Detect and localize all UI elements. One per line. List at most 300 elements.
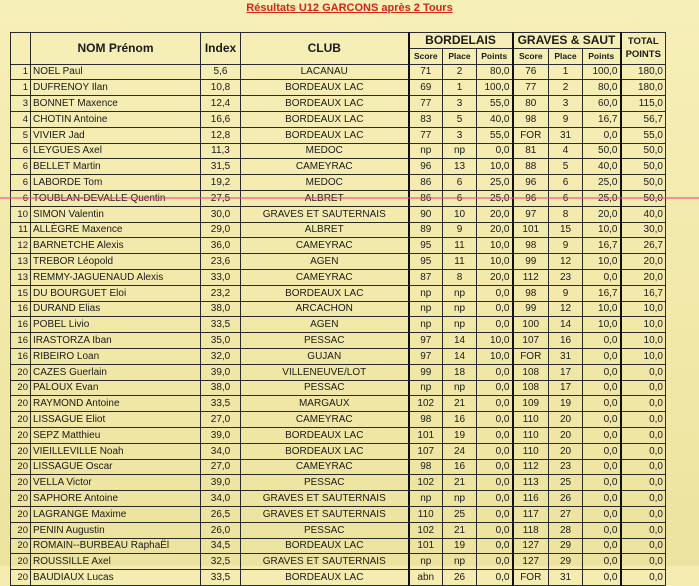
total-points: 0,0 xyxy=(621,570,666,586)
bordelais-points: 10,0 xyxy=(477,333,513,349)
player-name: VELLA Victor xyxy=(31,475,201,491)
club-cell: LACANAU xyxy=(241,64,409,80)
rank-cell: 20 xyxy=(11,427,31,443)
graves-points: 10,0 xyxy=(583,301,621,317)
bordelais-score: 97 xyxy=(409,348,443,364)
bordelais-points: 0,0 xyxy=(477,427,513,443)
bordelais-place: 14 xyxy=(443,348,477,364)
graves-score: 112 xyxy=(513,269,549,285)
graves-score: FOR xyxy=(513,127,549,143)
index-cell: 33,5 xyxy=(201,396,241,412)
index-cell: 23,2 xyxy=(201,285,241,301)
index-cell: 32,5 xyxy=(201,554,241,570)
index-cell: 11,3 xyxy=(201,143,241,159)
club-cell: PESSAC xyxy=(241,522,409,538)
graves-score: 118 xyxy=(513,522,549,538)
bordelais-score: np xyxy=(409,317,443,333)
graves-place: 23 xyxy=(549,269,583,285)
table-row xyxy=(11,459,666,475)
player-name: LISSAGUE Eliot xyxy=(31,412,201,428)
index-cell: 39,0 xyxy=(201,364,241,380)
graves-points: 16,7 xyxy=(583,238,621,254)
total-points: 20,0 xyxy=(621,254,666,270)
bordelais-points: 0,0 xyxy=(477,475,513,491)
club-cell: GRAVES ET SAUTERNAIS xyxy=(241,554,409,570)
bordelais-points: 0,0 xyxy=(477,396,513,412)
club-cell: CAMEYRAC xyxy=(241,459,409,475)
graves-place: 17 xyxy=(549,380,583,396)
bordelais-place: 10 xyxy=(443,206,477,222)
graves-score: 108 xyxy=(513,380,549,396)
player-name: LAGRANGE Maxime xyxy=(31,506,201,522)
bordelais-score: 101 xyxy=(409,538,443,554)
graves-place: 2 xyxy=(549,80,583,96)
graves-points: 0,0 xyxy=(583,427,621,443)
bordelais-score: 97 xyxy=(409,333,443,349)
graves-score: 77 xyxy=(513,80,549,96)
rank-cell: 16 xyxy=(11,333,31,349)
graves-place: 26 xyxy=(549,491,583,507)
graves-points: 0,0 xyxy=(583,491,621,507)
club-cell: BORDEAUX LAC xyxy=(241,538,409,554)
graves-score: 96 xyxy=(513,175,549,191)
bordelais-score: 101 xyxy=(409,427,443,443)
graves-place: 23 xyxy=(549,459,583,475)
bordelais-score: 102 xyxy=(409,522,443,538)
club-cell: ARCACHON xyxy=(241,301,409,317)
bordelais-score: 110 xyxy=(409,506,443,522)
index-cell: 34,0 xyxy=(201,491,241,507)
bordelais-score: 86 xyxy=(409,175,443,191)
rank-cell: 12 xyxy=(11,238,31,254)
player-name: DU BOURGUET Eloi xyxy=(31,285,201,301)
bordelais-place: 3 xyxy=(443,96,477,112)
club-cell: BORDEAUX LAC xyxy=(241,111,409,127)
page-title: Résultats U12 GARCONS après 2 Tours xyxy=(246,2,453,14)
table-row xyxy=(11,64,666,80)
graves-place: 14 xyxy=(549,317,583,333)
graves-points: 0,0 xyxy=(583,522,621,538)
graves-score: 100 xyxy=(513,317,549,333)
bordelais-score: np xyxy=(409,554,443,570)
club-cell: AGEN xyxy=(241,254,409,270)
bordelais-place: np xyxy=(443,491,477,507)
club-cell: CAMEYRAC xyxy=(241,159,409,175)
player-name: SIMON Valentin xyxy=(31,206,201,222)
graves-score: 107 xyxy=(513,333,549,349)
index-cell: 26,0 xyxy=(201,522,241,538)
graves-place: 12 xyxy=(549,254,583,270)
index-cell: 35,0 xyxy=(201,333,241,349)
bordelais-points: 40,0 xyxy=(477,111,513,127)
bordelais-place: np xyxy=(443,301,477,317)
graves-score: 98 xyxy=(513,285,549,301)
bordelais-place: 1 xyxy=(443,80,477,96)
graves-score: 127 xyxy=(513,554,549,570)
graves-place: 31 xyxy=(549,570,583,586)
graves-place: 1 xyxy=(549,64,583,80)
club-cell: ALBRET xyxy=(241,222,409,238)
graves-place: 20 xyxy=(549,412,583,428)
graves-score: 80 xyxy=(513,96,549,112)
table-row xyxy=(11,175,666,191)
bordelais-score: 95 xyxy=(409,238,443,254)
rank-cell: 20 xyxy=(11,570,31,586)
graves-score: 99 xyxy=(513,301,549,317)
bordelais-score: 87 xyxy=(409,269,443,285)
rank-cell: 16 xyxy=(11,301,31,317)
player-name: LEYGUES Axel xyxy=(31,143,201,159)
graves-score: 76 xyxy=(513,64,549,80)
player-name: TREBOR Léopold xyxy=(31,254,201,270)
graves-points: 0,0 xyxy=(583,269,621,285)
club-cell: PESSAC xyxy=(241,475,409,491)
rank-cell: 16 xyxy=(11,317,31,333)
rank-cell: 6 xyxy=(11,159,31,175)
player-name: BAUDIAUX Lucas xyxy=(31,570,201,586)
index-cell: 31,5 xyxy=(201,159,241,175)
total-points: 0,0 xyxy=(621,522,666,538)
score-header-2: Score xyxy=(513,48,549,64)
club-cell: BORDEAUX LAC xyxy=(241,96,409,112)
bordelais-score: np xyxy=(409,301,443,317)
bordelais-place: np xyxy=(443,317,477,333)
total-points: 10,0 xyxy=(621,317,666,333)
rank-cell: 20 xyxy=(11,396,31,412)
graves-score: 98 xyxy=(513,238,549,254)
index-cell: 38,0 xyxy=(201,380,241,396)
rank-cell: 20 xyxy=(11,459,31,475)
bordelais-points: 100,0 xyxy=(477,80,513,96)
table-row xyxy=(11,443,666,459)
bordelais-place: 8 xyxy=(443,269,477,285)
rank-cell: 10 xyxy=(11,206,31,222)
graves-points: 50,0 xyxy=(583,143,621,159)
bordelais-score: 83 xyxy=(409,111,443,127)
graves-points: 10,0 xyxy=(583,222,621,238)
bordelais-place: 14 xyxy=(443,333,477,349)
player-name: DUFRENOY Ilan xyxy=(31,80,201,96)
player-name: IRASTORZA Iban xyxy=(31,333,201,349)
graves-place: 20 xyxy=(549,443,583,459)
graves-score: 127 xyxy=(513,538,549,554)
index-cell: 34,5 xyxy=(201,538,241,554)
club-cell: BORDEAUX LAC xyxy=(241,427,409,443)
bordelais-place: 19 xyxy=(443,427,477,443)
total-points: 0,0 xyxy=(621,443,666,459)
graves-place: 5 xyxy=(549,159,583,175)
graves-score: 81 xyxy=(513,143,549,159)
table-row xyxy=(11,206,666,222)
index-cell: 30,0 xyxy=(201,206,241,222)
player-name: VIEILLEVILLE Noah xyxy=(31,443,201,459)
club-cell: CAMEYRAC xyxy=(241,412,409,428)
graves-points: 40,0 xyxy=(583,159,621,175)
place-header-2: Place xyxy=(549,48,583,64)
bordelais-header: BORDELAIS xyxy=(409,33,513,49)
total-points: 0,0 xyxy=(621,475,666,491)
graves-place: 20 xyxy=(549,427,583,443)
total-points: 26,7 xyxy=(621,238,666,254)
index-cell: 19,2 xyxy=(201,175,241,191)
rank-cell: 20 xyxy=(11,412,31,428)
player-name: RIBEIRO Loan xyxy=(31,348,201,364)
index-cell: 38,0 xyxy=(201,301,241,317)
graves-points: 100,0 xyxy=(583,64,621,80)
graves-points: 10,0 xyxy=(583,317,621,333)
rank-cell: 16 xyxy=(11,348,31,364)
table-row xyxy=(11,427,666,443)
player-name: CAZES Guerlain xyxy=(31,364,201,380)
graves-points: 0,0 xyxy=(583,127,621,143)
bordelais-place: 26 xyxy=(443,570,477,586)
bordelais-points: 55,0 xyxy=(477,96,513,112)
graves-points: 60,0 xyxy=(583,96,621,112)
bordelais-place: 21 xyxy=(443,475,477,491)
player-name: REMMY-JAGUENAUD Alexis xyxy=(31,269,201,285)
bordelais-points: 0,0 xyxy=(477,364,513,380)
bordelais-points: 0,0 xyxy=(477,317,513,333)
bordelais-score: 90 xyxy=(409,206,443,222)
total-points: 0,0 xyxy=(621,412,666,428)
graves-score: 109 xyxy=(513,396,549,412)
bordelais-points: 0,0 xyxy=(477,506,513,522)
player-name: SAPHORE Antoine xyxy=(31,491,201,507)
table-row xyxy=(11,80,666,96)
total-points: 10,0 xyxy=(621,333,666,349)
bordelais-place: np xyxy=(443,285,477,301)
total-points: 0,0 xyxy=(621,491,666,507)
graves-points: 0,0 xyxy=(583,538,621,554)
table-row xyxy=(11,238,666,254)
club-cell: GRAVES ET SAUTERNAIS xyxy=(241,206,409,222)
graves-place: 9 xyxy=(549,238,583,254)
graves-place: 9 xyxy=(549,285,583,301)
table-row xyxy=(11,222,666,238)
bordelais-place: 6 xyxy=(443,175,477,191)
graves-place: 9 xyxy=(549,111,583,127)
rank-cell: 20 xyxy=(11,522,31,538)
graves-place: 12 xyxy=(549,301,583,317)
graves-score: 110 xyxy=(513,427,549,443)
graves-place: 25 xyxy=(549,475,583,491)
graves-points: 0,0 xyxy=(583,396,621,412)
bordelais-place: 9 xyxy=(443,222,477,238)
bordelais-points: 80,0 xyxy=(477,64,513,80)
player-name: BONNET Maxence xyxy=(31,96,201,112)
graves-place: 19 xyxy=(549,396,583,412)
player-name: DURAND Elias xyxy=(31,301,201,317)
index-cell: 36,0 xyxy=(201,238,241,254)
table-row xyxy=(11,143,666,159)
club-cell: BORDEAUX LAC xyxy=(241,443,409,459)
table-row xyxy=(11,412,666,428)
bordelais-points: 0,0 xyxy=(477,443,513,459)
graves-place: 4 xyxy=(549,143,583,159)
total-points: 40,0 xyxy=(621,206,666,222)
club-cell: AGEN xyxy=(241,317,409,333)
rank-cell: 1 xyxy=(11,64,31,80)
graves-score: 99 xyxy=(513,254,549,270)
index-cell: 27,0 xyxy=(201,412,241,428)
index-header: Index xyxy=(201,33,241,65)
total-points: 10,0 xyxy=(621,348,666,364)
table-row xyxy=(11,301,666,317)
bordelais-place: np xyxy=(443,143,477,159)
bordelais-score: 98 xyxy=(409,459,443,475)
total-points: 180,0 xyxy=(621,80,666,96)
graves-points: 16,7 xyxy=(583,285,621,301)
rank-cell: 20 xyxy=(11,506,31,522)
graves-points: 16,7 xyxy=(583,111,621,127)
player-name: NOEL Paul xyxy=(31,64,201,80)
bordelais-place: 11 xyxy=(443,254,477,270)
club-cell: GRAVES ET SAUTERNAIS xyxy=(241,491,409,507)
club-cell: CAMEYRAC xyxy=(241,238,409,254)
bordelais-points: 10,0 xyxy=(477,254,513,270)
points-label: POINTS xyxy=(625,49,661,61)
club-cell: GRAVES ET SAUTERNAIS xyxy=(241,506,409,522)
total-points: 56,7 xyxy=(621,111,666,127)
club-cell: BORDEAUX LAC xyxy=(241,127,409,143)
total-points: 10,0 xyxy=(621,301,666,317)
club-cell: MEDOC xyxy=(241,175,409,191)
total-points: 0,0 xyxy=(621,554,666,570)
total-points: 180,0 xyxy=(621,64,666,80)
bordelais-score: abn xyxy=(409,570,443,586)
player-name: BARNETCHE Alexis xyxy=(31,238,201,254)
bordelais-score: np xyxy=(409,380,443,396)
bordelais-place: 16 xyxy=(443,412,477,428)
total-points: 50,0 xyxy=(621,175,666,191)
total-points-header xyxy=(621,33,666,65)
graves-score: FOR xyxy=(513,348,549,364)
total-points: 0,0 xyxy=(621,459,666,475)
bordelais-place: 2 xyxy=(443,64,477,80)
club-cell: PESSAC xyxy=(241,333,409,349)
bordelais-points: 0,0 xyxy=(477,522,513,538)
graves-points: 0,0 xyxy=(583,380,621,396)
total-label: TOTAL xyxy=(627,36,659,48)
player-name: LABORDE Tom xyxy=(31,175,201,191)
bordelais-points: 55,0 xyxy=(477,127,513,143)
bordelais-score: np xyxy=(409,143,443,159)
bordelais-place: 3 xyxy=(443,127,477,143)
graves-place: 3 xyxy=(549,96,583,112)
player-name: RAYMOND Antoine xyxy=(31,396,201,412)
graves-place: 17 xyxy=(549,364,583,380)
table-row xyxy=(11,285,666,301)
graves-score: 110 xyxy=(513,443,549,459)
rank-cell: 4 xyxy=(11,111,31,127)
rank-cell: 20 xyxy=(11,554,31,570)
index-cell: 16,6 xyxy=(201,111,241,127)
player-name: PALOUX Evan xyxy=(31,380,201,396)
club-cell: MARGAUX xyxy=(241,396,409,412)
graves-points: 20,0 xyxy=(583,206,621,222)
total-points: 115,0 xyxy=(621,96,666,112)
bordelais-points: 0,0 xyxy=(477,554,513,570)
results-body xyxy=(11,64,666,585)
index-cell: 12,8 xyxy=(201,127,241,143)
bordelais-place: 16 xyxy=(443,459,477,475)
table-row xyxy=(11,475,666,491)
bordelais-score: 102 xyxy=(409,475,443,491)
total-points: 0,0 xyxy=(621,506,666,522)
bordelais-place: 5 xyxy=(443,111,477,127)
bordelais-place: 19 xyxy=(443,538,477,554)
table-row xyxy=(11,127,666,143)
player-name: BELLET Martin xyxy=(31,159,201,175)
bordelais-score: np xyxy=(409,491,443,507)
bordelais-place: 13 xyxy=(443,159,477,175)
club-cell: CAMEYRAC xyxy=(241,269,409,285)
graves-place: 29 xyxy=(549,538,583,554)
graves-place: 15 xyxy=(549,222,583,238)
graves-score: 117 xyxy=(513,506,549,522)
points-header-1: Points xyxy=(477,48,513,64)
graves-place: 29 xyxy=(549,554,583,570)
graves-points: 0,0 xyxy=(583,412,621,428)
index-cell: 33,5 xyxy=(201,570,241,586)
bordelais-score: 89 xyxy=(409,222,443,238)
player-name: ROMAIN--BURBEAU RaphaËl xyxy=(31,538,201,554)
graves-points: 0,0 xyxy=(583,333,621,349)
bordelais-score: 69 xyxy=(409,80,443,96)
index-cell: 27,0 xyxy=(201,459,241,475)
total-points: 0,0 xyxy=(621,427,666,443)
graves-points: 10,0 xyxy=(583,254,621,270)
bordelais-points: 0,0 xyxy=(477,412,513,428)
bordelais-points: 25,0 xyxy=(477,175,513,191)
table-row xyxy=(11,96,666,112)
rank-cell: 20 xyxy=(11,380,31,396)
rank-header xyxy=(11,33,31,65)
bordelais-score: 107 xyxy=(409,443,443,459)
bordelais-points: 0,0 xyxy=(477,459,513,475)
total-points: 20,0 xyxy=(621,269,666,285)
table-row xyxy=(11,333,666,349)
graves-points: 80,0 xyxy=(583,80,621,96)
highlighter-mark xyxy=(0,197,699,199)
graves-place: 31 xyxy=(549,348,583,364)
table-row xyxy=(11,506,666,522)
graves-points: 0,0 xyxy=(583,506,621,522)
rank-cell: 1 xyxy=(11,80,31,96)
rank-cell: 15 xyxy=(11,285,31,301)
table-row xyxy=(11,522,666,538)
index-cell: 10,8 xyxy=(201,80,241,96)
header-row-top xyxy=(11,33,666,49)
index-cell: 29,0 xyxy=(201,222,241,238)
graves-place: 8 xyxy=(549,206,583,222)
bordelais-points: 10,0 xyxy=(477,238,513,254)
score-header-1: Score xyxy=(409,48,443,64)
total-points: 50,0 xyxy=(621,143,666,159)
rank-cell: 6 xyxy=(11,143,31,159)
club-cell: VILLENEUVE/LOT xyxy=(241,364,409,380)
total-points: 0,0 xyxy=(621,380,666,396)
graves-points: 0,0 xyxy=(583,364,621,380)
rank-cell: 20 xyxy=(11,491,31,507)
total-points: 0,0 xyxy=(621,538,666,554)
index-cell: 33,0 xyxy=(201,269,241,285)
bordelais-score: 99 xyxy=(409,364,443,380)
graves-score: 97 xyxy=(513,206,549,222)
table-row xyxy=(11,538,666,554)
index-cell: 5,6 xyxy=(201,64,241,80)
bordelais-points: 0,0 xyxy=(477,285,513,301)
